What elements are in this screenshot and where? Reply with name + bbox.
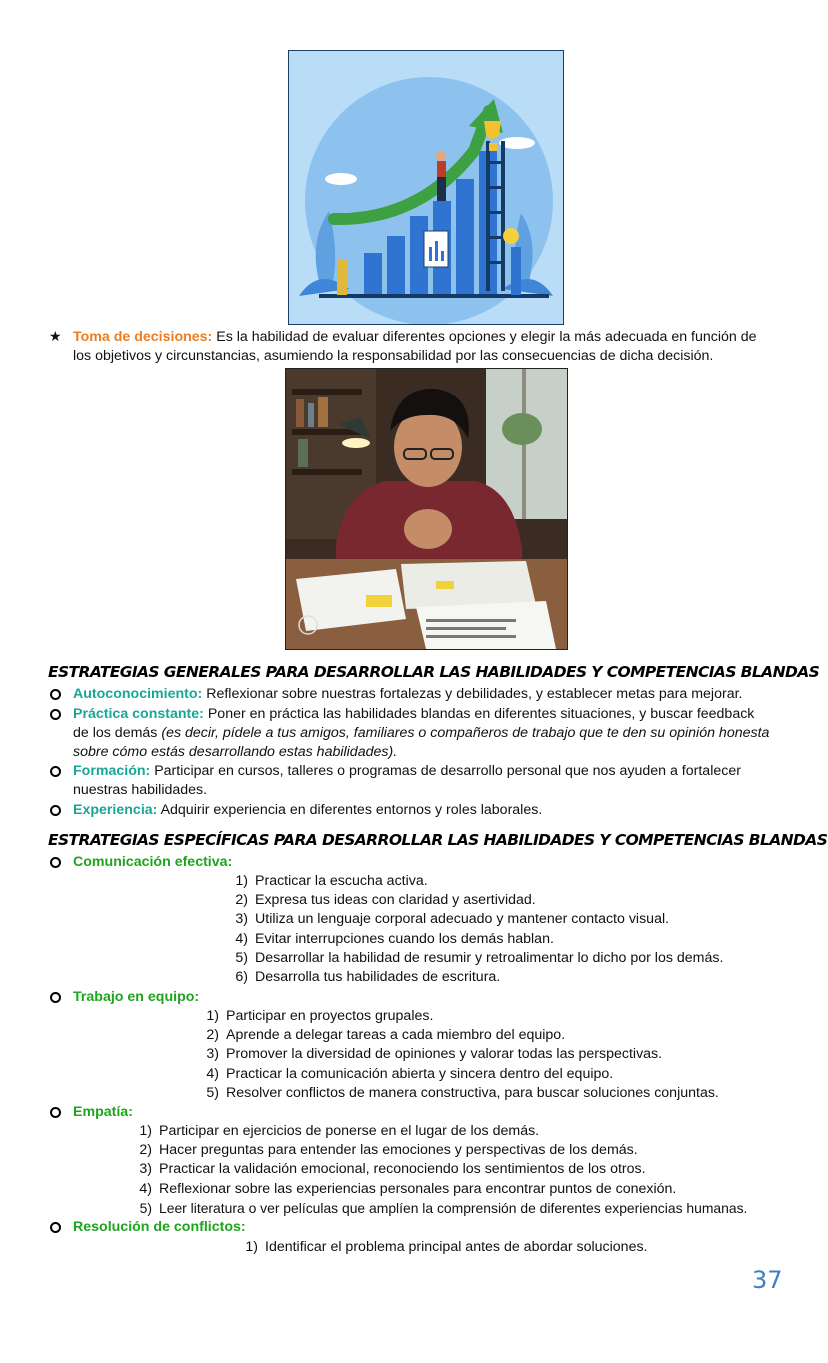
section-title-empatia: Empatía:	[73, 1104, 133, 1120]
list-item	[197, 1026, 565, 1045]
general-strategies-heading: ESTRATEGIAS GENERALES PARA DESARROLLAR LAS HABILIDADES Y COMPETENCIAS BLANDAS	[48, 663, 820, 681]
list-item	[197, 1065, 613, 1084]
section-title-resolucion: Resolución de conflictos:	[73, 1219, 246, 1235]
item-number: 6)	[235, 969, 248, 985]
item-text: Leer literatura o ver películas que amplíen la comprensión de diferentes experiencias humanas.	[159, 1200, 748, 1216]
list-item	[226, 872, 428, 891]
item-text: Participar en ejercicios de ponerse en el lugar de los demás.	[159, 1123, 540, 1139]
decision-line-2: los objetivos y circunstancias, asumiendo la responsabilidad por las consecuencias de dicha decisión.	[73, 348, 714, 364]
general-text-italic: (es decir, pídele a tus amigos, familiares o compañeros de trabajo que te den su opinión honesta	[161, 725, 770, 741]
bullet-icon	[50, 689, 61, 700]
item-text: Practicar la comunicación abierta y sincera dentro del equipo.	[226, 1066, 614, 1082]
thinking-person-photo	[285, 368, 568, 650]
item-number: 2)	[139, 1142, 152, 1158]
section-title-trabajo: Trabajo en equipo:	[73, 989, 200, 1005]
bullet-icon	[50, 766, 61, 777]
list-item	[197, 1045, 662, 1064]
growth-illustration-graphic	[289, 51, 563, 324]
general-text: Reflexionar sobre nuestras fortalezas y debilidades, y establecer metas para mejorar.	[206, 686, 743, 702]
item-number: 1)	[245, 1239, 258, 1255]
item-number: 1)	[206, 1008, 219, 1024]
decision-line-1	[73, 328, 757, 347]
item-text: Expresa tus ideas con claridad y asertividad.	[255, 892, 536, 908]
section-title-comunicacion: Comunicación efectiva:	[73, 854, 233, 870]
item-number: 2)	[235, 892, 248, 908]
list-item	[130, 1160, 646, 1179]
item-text: Promover la diversidad de opiniones y valorar todas las perspectivas.	[226, 1046, 663, 1062]
star-bullet-icon: ★	[49, 329, 62, 345]
general-item-formacion	[73, 762, 741, 781]
item-text: Desarrolla tus habilidades de escritura.	[255, 969, 501, 985]
general-item-practica	[73, 705, 754, 724]
item-number: 5)	[235, 950, 248, 966]
item-number: 4)	[206, 1066, 219, 1082]
list-item	[197, 1084, 719, 1103]
item-number: 4)	[235, 931, 248, 947]
item-text: Participar en proyectos grupales.	[226, 1008, 434, 1024]
bullet-icon	[50, 1222, 61, 1233]
item-number: 3)	[235, 911, 248, 927]
general-text-cont: de los demás	[73, 725, 158, 741]
general-text: Adquirir experiencia en diferentes entornos y roles laborales.	[160, 802, 543, 818]
list-item	[130, 1122, 539, 1141]
list-item	[130, 1180, 676, 1199]
item-text: Desarrollar la habilidad de resumir y retroalimentar lo dicho por los demás.	[255, 950, 724, 966]
general-text: Participar en cursos, talleres o programas de desarrollo personal que nos ayuden a fortalecer	[154, 763, 741, 779]
specific-strategies-heading: ESTRATEGIAS ESPECÍFICAS PARA DESARROLLAR LAS HABILIDADES Y COMPETENCIAS BLANDAS	[48, 831, 828, 849]
item-number: 3)	[206, 1046, 219, 1062]
item-number: 5)	[206, 1085, 219, 1101]
page-number: 37	[752, 1266, 783, 1294]
item-number: 1)	[235, 873, 248, 889]
list-item	[130, 1141, 638, 1160]
general-text: Poner en práctica las habilidades blandas en diferentes situaciones, y buscar feedback	[207, 706, 755, 722]
list-item	[226, 910, 669, 929]
item-text: Aprende a delegar tareas a cada miembro del equipo.	[226, 1027, 566, 1043]
item-text: Identificar el problema principal antes de abordar soluciones.	[265, 1239, 648, 1255]
item-number: 5)	[139, 1200, 152, 1216]
item-number: 4)	[139, 1181, 152, 1197]
list-item	[226, 949, 723, 968]
general-item-experiencia	[73, 801, 542, 820]
item-text: Practicar la escucha activa.	[255, 873, 428, 889]
bullet-icon	[50, 709, 61, 720]
general-item-practica-line2	[73, 724, 769, 743]
item-number: 1)	[139, 1123, 152, 1139]
thinking-person-graphic	[286, 369, 567, 649]
general-term: Práctica constante:	[73, 706, 204, 722]
decision-text: Es la habilidad de evaluar diferentes opciones y elegir la más adecuada en función de	[216, 329, 757, 345]
list-item	[130, 1199, 747, 1218]
bullet-icon	[50, 805, 61, 816]
list-item	[226, 968, 500, 987]
list-item	[197, 1007, 433, 1026]
bullet-icon	[50, 992, 61, 1003]
list-item	[226, 891, 536, 910]
list-item	[226, 930, 554, 949]
item-text: Reflexionar sobre las experiencias personales para encontrar puntos de conexión.	[159, 1181, 677, 1197]
general-item-formacion-line2: nuestras habilidades.	[73, 782, 208, 798]
item-text: Hacer preguntas para entender las emociones y perspectivas de los demás.	[159, 1142, 638, 1158]
item-text: Practicar la validación emocional, reconociendo los sentimientos de los otros.	[159, 1161, 646, 1177]
item-number: 2)	[206, 1027, 219, 1043]
bullet-icon	[50, 857, 61, 868]
general-item-autoconocimiento	[73, 685, 742, 704]
bullet-icon	[50, 1107, 61, 1118]
general-term: Formación:	[73, 763, 151, 779]
general-term: Autoconocimiento:	[73, 686, 203, 702]
growth-illustration	[288, 50, 564, 325]
general-term: Experiencia:	[73, 802, 158, 818]
item-text: Evitar interrupciones cuando los demás hablan.	[255, 931, 554, 947]
list-item	[236, 1238, 648, 1257]
item-text: Resolver conflictos de manera constructiva, para buscar soluciones conjuntas.	[226, 1085, 719, 1101]
item-text: Utiliza un lenguaje corporal adecuado y mantener contacto visual.	[255, 911, 670, 927]
item-number: 3)	[139, 1161, 152, 1177]
general-item-practica-line3	[73, 743, 397, 762]
general-text-italic: sobre cómo estás desarrollando estas habilidades).	[73, 744, 398, 760]
decision-term: Toma de decisiones:	[73, 329, 213, 345]
